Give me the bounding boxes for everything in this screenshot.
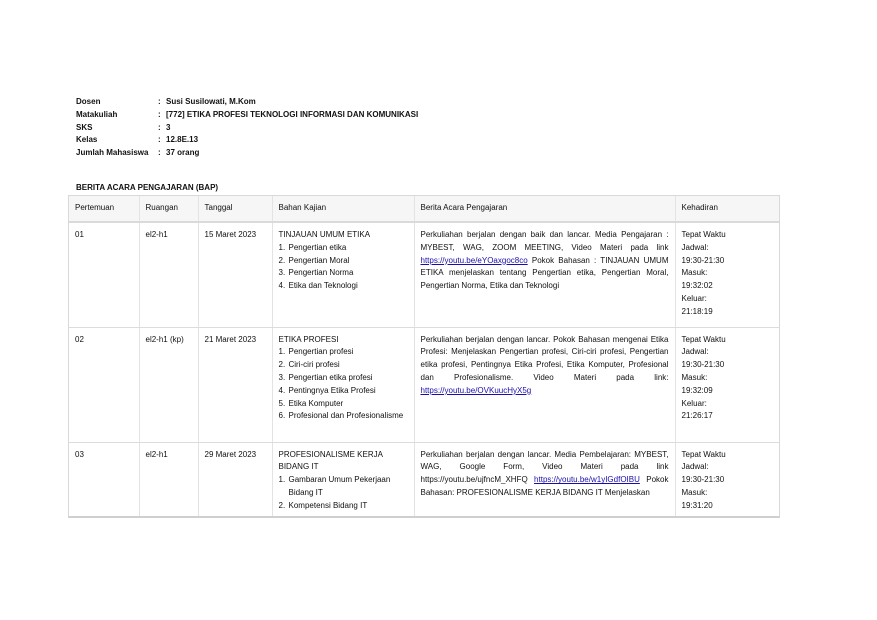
list-text: Pengertian etika [288,242,347,252]
list-item [279,280,408,293]
cell-bahan-kajian [272,442,414,518]
column-header-berita-acara: Berita Acara Pengajaran [414,196,675,222]
cell-ruangan: el2-h1 (kp) [139,327,198,442]
info-separator: : [158,135,161,145]
list-number: 3. [278,372,286,382]
attendance-line: 19:32:09 [681,385,713,395]
info-separator: : [158,148,161,158]
list-item [279,410,408,423]
berita-text: Perkuliahan berjalan dengan lancar. Media Pembelajaran: MYBEST, WAG, Google Form, Video Materi pada link https://youtu.be/ujfncM_XHFQ [420,449,669,485]
cell-berita-acara [414,442,675,518]
cell-ruangan: el2-h1 [139,222,198,327]
course-info [76,96,418,160]
cell-kehadiran [675,222,779,327]
attendance-line: Masuk: [681,268,708,278]
attendance-line: Keluar: [681,293,707,303]
info-value: 3 [166,122,171,132]
berita-text: Pokok Bahasan : TINJAUAN UMUM ETIKA menjelaskan tentang Pengertian etika, Pengertian Moral, Pengertian Norma, Etika dan Teknologi [420,255,669,291]
video-link[interactable]: https://youtu.be/w1yIGdfOIBU [534,475,640,485]
info-row-sks [76,122,418,135]
list-text: Pengertian Norma [288,268,354,278]
info-row-matakuliah [76,109,418,122]
video-link[interactable]: https://youtu.be/eYOaxgoc8co [420,255,528,265]
column-header-bahan-kajian: Bahan Kajian [272,196,414,222]
info-row-kelas [76,134,418,147]
bap-table [69,196,779,518]
list-number: 3. [278,268,286,278]
attendance-line: Keluar: [681,398,707,408]
list-number: 2. [278,360,286,370]
list-item [279,242,408,255]
table-row [69,327,779,442]
list-item [279,474,408,500]
list-text: Profesional dan Profesionalisme [288,411,404,421]
info-label: Dosen [76,97,101,106]
list-text: Pengertian Moral [288,255,350,265]
cell-tanggal: 21 Maret 2023 [198,327,272,442]
list-text: Ciri-ciri profesi [288,360,340,370]
cell-tanggal: 29 Maret 2023 [198,442,272,518]
table-header-row [69,196,779,222]
info-label: Matakuliah [76,109,118,119]
attendance-status: Tepat Waktu [681,449,726,459]
info-separator: : [158,109,161,119]
attendance-line: 19:30-21:30 [681,475,725,485]
topic-title: ETIKA PROFESI [278,334,339,344]
list-item [279,398,408,411]
cell-pertemuan: 03 [69,442,139,518]
topic-title: PROFESIONALISME KERJA BIDANG IT [278,449,383,472]
cell-bahan-kajian [272,327,414,442]
info-value: [772] ETIKA PROFESI TEKNOLOGI INFORMASI DAN KOMUNIKASI [166,109,419,119]
attendance-line: Masuk: [681,372,708,382]
cell-berita-acara [414,222,675,327]
table-row [69,442,779,518]
column-header-pertemuan: Pertemuan [69,196,139,222]
info-label: Kelas [76,135,98,145]
cell-ruangan: el2-h1 [139,442,198,518]
list-number: 2. [278,255,286,265]
column-header-kehadiran: Kehadiran [675,196,779,222]
berita-text: Perkuliahan berjalan dengan lancar. Pokok Bahasan mengenai Etika Profesi: Menjelaskan Pengertian profesi, Ciri-ciri profesi, Pengertian etika profesi, Pentingnya Etika Profesi, Etika Komputer, Profesional dan Profesionalisme. Video Materi pada link: [420,334,669,382]
info-value: Susi Susilowati, M.Kom [166,97,256,106]
info-row-dosen [76,96,418,109]
cell-kehadiran [675,442,779,518]
berita-text: Perkuliahan berjalan dengan baik dan lancar. Media Pengajaran : MYBEST, WAG, ZOOM MEETING, Video Materi pada link [420,230,669,252]
bap-table-container [68,195,780,518]
attendance-line: 19:32:02 [681,281,713,291]
list-item [279,500,408,513]
list-number: 6. [278,411,286,421]
list-item [279,359,408,372]
list-number: 4. [278,281,286,291]
list-text: Etika dan Teknologi [288,281,358,291]
info-value: 12.8E.13 [166,135,199,145]
table-row [69,222,779,327]
cell-kehadiran [675,327,779,442]
attendance-line: 19:31:20 [681,500,713,510]
list-text: Pengertian etika profesi [288,372,373,382]
column-header-ruangan: Ruangan [139,196,198,222]
list-number: 5. [278,398,286,408]
info-row-jumlah-mahasiswa [76,147,418,160]
attendance-line: Masuk: [681,487,708,497]
info-value: 37 orang [166,148,200,158]
topic-list [279,242,408,293]
list-text: Pentingnya Etika Profesi [288,385,376,395]
list-number: 1. [278,347,286,357]
attendance-line: 19:30-21:30 [681,255,725,265]
attendance-line: 21:26:17 [681,411,713,421]
list-text: Gambaran Umum Pekerjaan Bidang IT [288,475,391,497]
cell-pertemuan: 02 [69,327,139,442]
list-text: Kompetensi Bidang IT [288,500,368,510]
attendance-status: Tepat Waktu [681,334,726,344]
cell-berita-acara [414,327,675,442]
attendance-line: 19:30-21:30 [681,360,725,370]
list-number: 1. [278,475,286,485]
section-title: BERITA ACARA PENGAJARAN (BAP) [76,183,219,192]
list-item [279,255,408,268]
attendance-status: Tepat Waktu [681,230,726,239]
info-separator: : [158,97,161,106]
list-number: 2. [278,500,286,510]
list-item [279,372,408,385]
cell-bahan-kajian [272,222,414,327]
video-link[interactable]: https://youtu.be/OVKuucHyX5g [420,385,532,395]
topic-list [279,474,408,512]
info-label: SKS [76,122,93,132]
info-separator: : [158,122,161,132]
list-number: 4. [278,385,286,395]
cell-tanggal: 15 Maret 2023 [198,222,272,327]
list-item [279,267,408,280]
attendance-line: Jadwal: [681,347,709,357]
list-text: Pengertian profesi [288,347,354,357]
cell-pertemuan: 01 [69,222,139,327]
list-text: Etika Komputer [288,398,344,408]
column-header-tanggal: Tanggal [198,196,272,222]
berita-text: Pokok Bahasan: PROFESIONALISME KERJA BIDANG IT Menjelaskan [420,475,669,497]
topic-list [279,346,408,423]
list-number: 1. [278,242,286,252]
attendance-line: Jadwal: [681,462,709,472]
list-item [279,346,408,359]
topic-title: TINJAUAN UMUM ETIKA [278,230,371,239]
attendance-line: Jadwal: [681,242,709,252]
attendance-line: 21:18:19 [681,306,713,316]
info-label: Jumlah Mahasiswa [76,148,149,158]
list-item [279,385,408,398]
